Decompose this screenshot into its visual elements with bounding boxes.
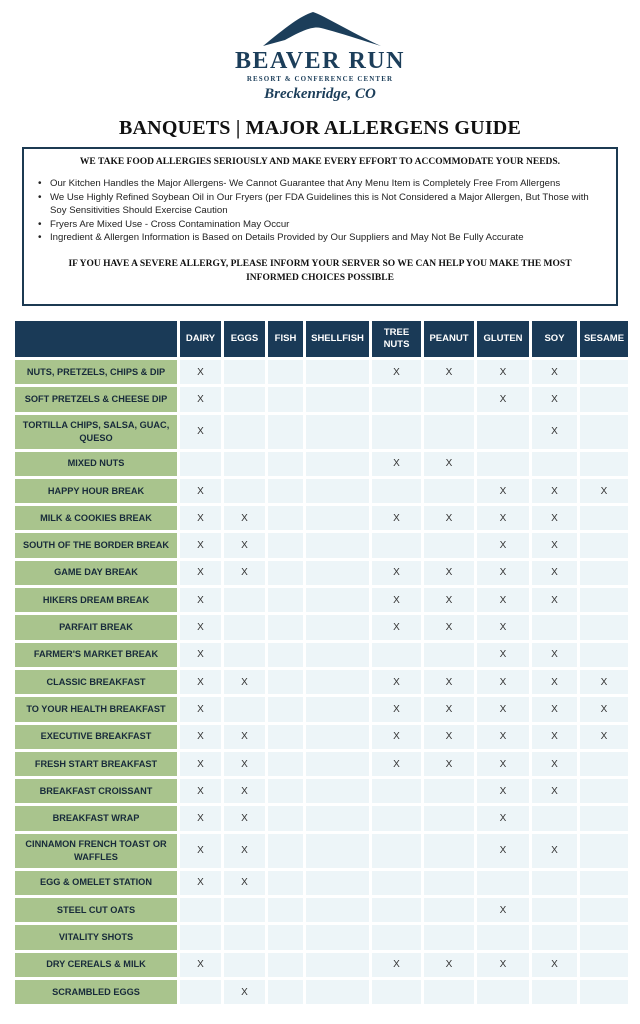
allergen-mark: X (224, 871, 265, 895)
allergen-mark (532, 806, 577, 830)
allergen-mark: X (372, 561, 421, 585)
allergen-mark (477, 925, 529, 949)
allergen-mark (224, 615, 265, 639)
allergen-mark: X (372, 953, 421, 977)
allergen-mark: X (180, 871, 221, 895)
allergen-mark: X (477, 643, 529, 667)
notice-bullet: • Fryers Are Mixed Use - Cross Contamination May Occur (34, 218, 606, 232)
table-row (15, 588, 628, 612)
allergen-mark (180, 980, 221, 1004)
allergen-mark: X (532, 360, 577, 384)
allergen-mark (306, 953, 369, 977)
allergen-mark: X (532, 533, 577, 557)
allergen-mark: X (180, 670, 221, 694)
allergen-mark (424, 479, 474, 503)
allergen-mark (424, 834, 474, 868)
allergen-mark (580, 806, 628, 830)
column-header: DAIRY (180, 321, 221, 357)
table-row (15, 725, 628, 749)
column-header: EGGS (224, 321, 265, 357)
allergen-mark: X (477, 615, 529, 639)
allergen-mark (306, 479, 369, 503)
allergen-mark (224, 953, 265, 977)
allergen-mark: X (180, 752, 221, 776)
allergen-mark (306, 752, 369, 776)
allergen-mark: X (424, 725, 474, 749)
allergen-mark (268, 533, 303, 557)
allergen-mark (268, 643, 303, 667)
allergen-mark (224, 360, 265, 384)
allergen-mark: X (477, 533, 529, 557)
allergen-mark (580, 561, 628, 585)
column-header: FISH (268, 321, 303, 357)
allergen-mark: X (580, 670, 628, 694)
menu-item-name: SOUTH OF THE BORDER BREAK (15, 533, 177, 557)
menu-item-name: VITALITY SHOTS (15, 925, 177, 949)
allergen-mark (580, 925, 628, 949)
allergen-mark (306, 533, 369, 557)
allergen-mark (372, 898, 421, 922)
allergen-mark: X (532, 479, 577, 503)
column-header: SHELLFISH (306, 321, 369, 357)
allergen-mark: X (224, 834, 265, 868)
allergen-mark: X (580, 725, 628, 749)
allergen-mark (580, 360, 628, 384)
table-row (15, 953, 628, 977)
allergen-mark: X (580, 697, 628, 721)
allergen-mark (532, 615, 577, 639)
allergen-mark (224, 588, 265, 612)
allergen-mark (372, 479, 421, 503)
allergen-mark: X (372, 452, 421, 476)
allergen-mark: X (532, 415, 577, 449)
allergen-mark: X (224, 506, 265, 530)
allergen-mark (424, 643, 474, 667)
allergen-mark (477, 415, 529, 449)
allergen-mark (268, 588, 303, 612)
column-header: SOY (532, 321, 577, 357)
allergen-mark: X (372, 670, 421, 694)
allergen-mark (306, 415, 369, 449)
allergen-mark: X (372, 697, 421, 721)
column-header: SESAME (580, 321, 628, 357)
allergen-mark (268, 779, 303, 803)
allergen-mark (580, 898, 628, 922)
allergen-mark (268, 834, 303, 868)
allergen-mark (306, 506, 369, 530)
allergen-mark: X (532, 953, 577, 977)
allergen-mark (532, 925, 577, 949)
allergen-mark (424, 806, 474, 830)
table-row (15, 752, 628, 776)
menu-item-name: TORTILLA CHIPS, SALSA, GUAC, QUESO (15, 415, 177, 449)
allergen-mark: X (224, 725, 265, 749)
allergen-mark: X (224, 980, 265, 1004)
allergen-mark: X (180, 806, 221, 830)
allergen-mark: X (424, 452, 474, 476)
allergen-mark: X (477, 479, 529, 503)
table-row (15, 898, 628, 922)
allergen-mark: X (477, 506, 529, 530)
allergen-mark (224, 697, 265, 721)
allergen-mark (424, 871, 474, 895)
allergen-mark (580, 980, 628, 1004)
table-row (15, 415, 628, 449)
allergen-mark: X (424, 561, 474, 585)
allergen-mark: X (224, 806, 265, 830)
allergen-mark (580, 533, 628, 557)
notice-bullet: • Ingredient & Allergen Information is Based on Details Provided by Our Suppliers and May Not Be Fully Accurate (34, 231, 606, 245)
allergen-mark: X (424, 506, 474, 530)
allergen-mark (306, 615, 369, 639)
menu-item-name: GAME DAY BREAK (15, 561, 177, 585)
allergen-mark: X (477, 588, 529, 612)
table-row (15, 806, 628, 830)
allergen-mark (268, 387, 303, 411)
allergen-mark (477, 980, 529, 1004)
allergen-mark (268, 953, 303, 977)
menu-item-name: SOFT PRETZELS & CHEESE DIP (15, 387, 177, 411)
allergen-mark (532, 452, 577, 476)
header-corner (15, 321, 177, 357)
allergen-mark: X (532, 834, 577, 868)
allergen-mark (180, 898, 221, 922)
allergen-mark (372, 533, 421, 557)
allergen-mark (306, 588, 369, 612)
allergen-mark (306, 834, 369, 868)
allergen-mark: X (477, 387, 529, 411)
allergen-mark: X (180, 479, 221, 503)
menu-item-name: STEEL CUT OATS (15, 898, 177, 922)
allergen-mark: X (224, 670, 265, 694)
allergen-mark: X (477, 779, 529, 803)
allergen-mark (372, 387, 421, 411)
menu-item-name: FRESH START BREAKFAST (15, 752, 177, 776)
allergen-mark (224, 387, 265, 411)
column-header: TREE NUTS (372, 321, 421, 357)
allergen-mark: X (224, 779, 265, 803)
allergen-mark (306, 697, 369, 721)
allergen-mark: X (424, 697, 474, 721)
allergen-mark (372, 779, 421, 803)
allergen-mark (580, 588, 628, 612)
table-row (15, 697, 628, 721)
menu-item-name: SCRAMBLED EGGS (15, 980, 177, 1004)
allergen-mark (532, 871, 577, 895)
column-header: PEANUT (424, 321, 474, 357)
allergen-mark: X (372, 360, 421, 384)
allergen-mark (306, 779, 369, 803)
allergen-mark (224, 898, 265, 922)
allergen-mark (580, 779, 628, 803)
allergen-mark (268, 871, 303, 895)
allergen-mark: X (477, 834, 529, 868)
allergen-mark (268, 561, 303, 585)
allergen-mark (372, 980, 421, 1004)
allergen-mark (306, 925, 369, 949)
allergen-mark (306, 452, 369, 476)
allergen-mark: X (372, 752, 421, 776)
allergen-mark: X (532, 670, 577, 694)
allergen-mark: X (180, 415, 221, 449)
allergen-mark: X (532, 752, 577, 776)
allergen-mark: X (180, 561, 221, 585)
allergen-mark: X (224, 752, 265, 776)
allergen-mark (580, 643, 628, 667)
allergen-mark: X (532, 588, 577, 612)
allergen-mark: X (372, 588, 421, 612)
allergen-mark (580, 452, 628, 476)
allergen-mark: X (477, 697, 529, 721)
allergen-mark: X (532, 387, 577, 411)
allergen-mark (268, 980, 303, 1004)
brand-name: BEAVER RUN (235, 48, 405, 74)
allergen-mark (580, 834, 628, 868)
allergen-mark (224, 479, 265, 503)
allergen-mark: X (224, 533, 265, 557)
allergen-mark: X (180, 953, 221, 977)
allergen-mark (306, 980, 369, 1004)
allergen-mark (477, 871, 529, 895)
allergen-mark (372, 871, 421, 895)
allergen-mark: X (424, 953, 474, 977)
allergen-mark (224, 925, 265, 949)
allergen-mark (268, 506, 303, 530)
allergen-mark: X (477, 898, 529, 922)
allergen-table (12, 318, 631, 1007)
allergen-mark (424, 779, 474, 803)
menu-item-name: FARMER'S MARKET BREAK (15, 643, 177, 667)
menu-item-name: DRY CEREALS & MILK (15, 953, 177, 977)
allergen-mark (580, 615, 628, 639)
allergen-mark (306, 643, 369, 667)
allergen-mark (268, 806, 303, 830)
allergen-mark (580, 415, 628, 449)
allergen-mark (372, 415, 421, 449)
allergen-mark (580, 953, 628, 977)
allergen-mark (372, 834, 421, 868)
allergen-mark (532, 898, 577, 922)
allergen-mark (224, 415, 265, 449)
table-row (15, 479, 628, 503)
allergen-mark: X (477, 725, 529, 749)
allergen-mark: X (477, 360, 529, 384)
allergen-mark: X (180, 779, 221, 803)
allergen-mark (268, 697, 303, 721)
allergen-mark (306, 871, 369, 895)
menu-item-name: BREAKFAST CROISSANT (15, 779, 177, 803)
allergen-mark: X (180, 533, 221, 557)
allergen-mark: X (424, 752, 474, 776)
allergen-mark: X (424, 360, 474, 384)
allergen-mark: X (532, 643, 577, 667)
table-row (15, 533, 628, 557)
allergen-mark (268, 415, 303, 449)
allergen-mark: X (532, 697, 577, 721)
allergen-mark (424, 387, 474, 411)
allergen-mark: X (372, 615, 421, 639)
allergen-mark: X (224, 561, 265, 585)
allergen-mark (306, 561, 369, 585)
menu-item-name: MILK & COOKIES BREAK (15, 506, 177, 530)
allergen-mark: X (180, 360, 221, 384)
allergen-mark (424, 415, 474, 449)
table-row (15, 871, 628, 895)
mountain-logo-icon (255, 10, 385, 48)
table-row (15, 980, 628, 1004)
brand-header (0, 10, 640, 103)
allergen-mark (180, 452, 221, 476)
allergen-mark (268, 898, 303, 922)
menu-item-name: CLASSIC BREAKFAST (15, 670, 177, 694)
allergen-mark: X (372, 725, 421, 749)
allergen-mark (372, 925, 421, 949)
allergen-mark (424, 533, 474, 557)
menu-item-name: EXECUTIVE BREAKFAST (15, 725, 177, 749)
allergen-mark (268, 670, 303, 694)
allergen-mark: X (424, 670, 474, 694)
menu-item-name: EGG & OMELET STATION (15, 871, 177, 895)
allergen-mark (268, 725, 303, 749)
allergen-mark: X (477, 561, 529, 585)
allergen-mark (268, 615, 303, 639)
allergy-notice (22, 147, 618, 306)
table-row (15, 779, 628, 803)
allergen-mark: X (180, 725, 221, 749)
allergen-mark (580, 752, 628, 776)
table-body (15, 360, 628, 1004)
table-row (15, 670, 628, 694)
table-header-row (15, 321, 628, 357)
page-title: BANQUETS | MAJOR ALLERGENS GUIDE (119, 117, 521, 139)
allergen-mark: X (532, 779, 577, 803)
menu-item-name: PARFAIT BREAK (15, 615, 177, 639)
allergen-mark: X (180, 643, 221, 667)
allergen-mark: X (580, 479, 628, 503)
allergen-mark (180, 925, 221, 949)
allergen-mark (306, 387, 369, 411)
allergen-mark: X (180, 387, 221, 411)
table-row (15, 615, 628, 639)
allergen-mark: X (532, 725, 577, 749)
notice-footer: IF YOU HAVE A SEVERE ALLERGY, PLEASE INFORM YOUR SERVER SO WE CAN HELP YOU MAKE THE MOST INFORMED CHOICES POSSIBLE (68, 258, 572, 283)
brand-location: Breckenridge, CO (264, 86, 376, 102)
allergen-mark: X (424, 588, 474, 612)
menu-item-name: HAPPY HOUR BREAK (15, 479, 177, 503)
allergen-mark (424, 925, 474, 949)
allergen-mark (268, 360, 303, 384)
allergen-mark (532, 980, 577, 1004)
allergen-mark (268, 925, 303, 949)
allergen-mark (477, 452, 529, 476)
allergen-mark: X (180, 697, 221, 721)
notice-bullet: • We Use Highly Refined Soybean Oil in Our Fryers (per FDA Guidelines this is Not Considered a Major Allergen, But Those with Soy Sensitivities Should Exercise Caution (34, 191, 606, 218)
notice-heading: WE TAKE FOOD ALLERGIES SERIOUSLY AND MAKE EVERY EFFORT TO ACCOMMODATE YOUR NEEDS. (79, 157, 561, 167)
allergen-mark: X (180, 506, 221, 530)
notice-list (34, 177, 606, 245)
allergen-mark: X (532, 506, 577, 530)
menu-item-name: HIKERS DREAM BREAK (15, 588, 177, 612)
table-row (15, 643, 628, 667)
notice-bullet: • Our Kitchen Handles the Major Allergens- We Cannot Guarantee that Any Menu Item is Completely Free From Allergens (34, 177, 606, 191)
table-row (15, 506, 628, 530)
allergen-mark (268, 752, 303, 776)
table-row (15, 360, 628, 384)
brand-subtitle: RESORT & CONFERENCE CENTER (246, 75, 394, 83)
allergen-mark (224, 643, 265, 667)
allergen-mark: X (424, 615, 474, 639)
allergen-mark (424, 898, 474, 922)
allergen-mark: X (477, 670, 529, 694)
allergen-mark (424, 980, 474, 1004)
table-row (15, 925, 628, 949)
allergen-mark (268, 479, 303, 503)
table-row (15, 834, 628, 868)
allergen-mark: X (180, 615, 221, 639)
allergen-mark (306, 725, 369, 749)
allergen-mark (224, 452, 265, 476)
allergen-mark (580, 506, 628, 530)
menu-item-name: CINNAMON FRENCH TOAST OR WAFFLES (15, 834, 177, 868)
table-row (15, 561, 628, 585)
allergen-mark (580, 387, 628, 411)
allergen-mark (372, 643, 421, 667)
allergen-mark (306, 806, 369, 830)
allergen-mark (580, 871, 628, 895)
allergen-mark (268, 452, 303, 476)
allergen-mark (306, 360, 369, 384)
menu-item-name: NUTS, PRETZELS, CHIPS & DIP (15, 360, 177, 384)
allergen-mark (306, 898, 369, 922)
allergen-mark: X (477, 953, 529, 977)
table-row (15, 452, 628, 476)
allergen-mark: X (180, 588, 221, 612)
allergen-mark (372, 806, 421, 830)
menu-item-name: BREAKFAST WRAP (15, 806, 177, 830)
menu-item-name: MIXED NUTS (15, 452, 177, 476)
allergen-mark: X (477, 752, 529, 776)
table-row (15, 387, 628, 411)
allergen-mark: X (477, 806, 529, 830)
allergen-mark: X (180, 834, 221, 868)
allergen-mark (306, 670, 369, 694)
allergen-mark: X (532, 561, 577, 585)
column-header: GLUTEN (477, 321, 529, 357)
allergen-mark: X (372, 506, 421, 530)
menu-item-name: TO YOUR HEALTH BREAKFAST (15, 697, 177, 721)
